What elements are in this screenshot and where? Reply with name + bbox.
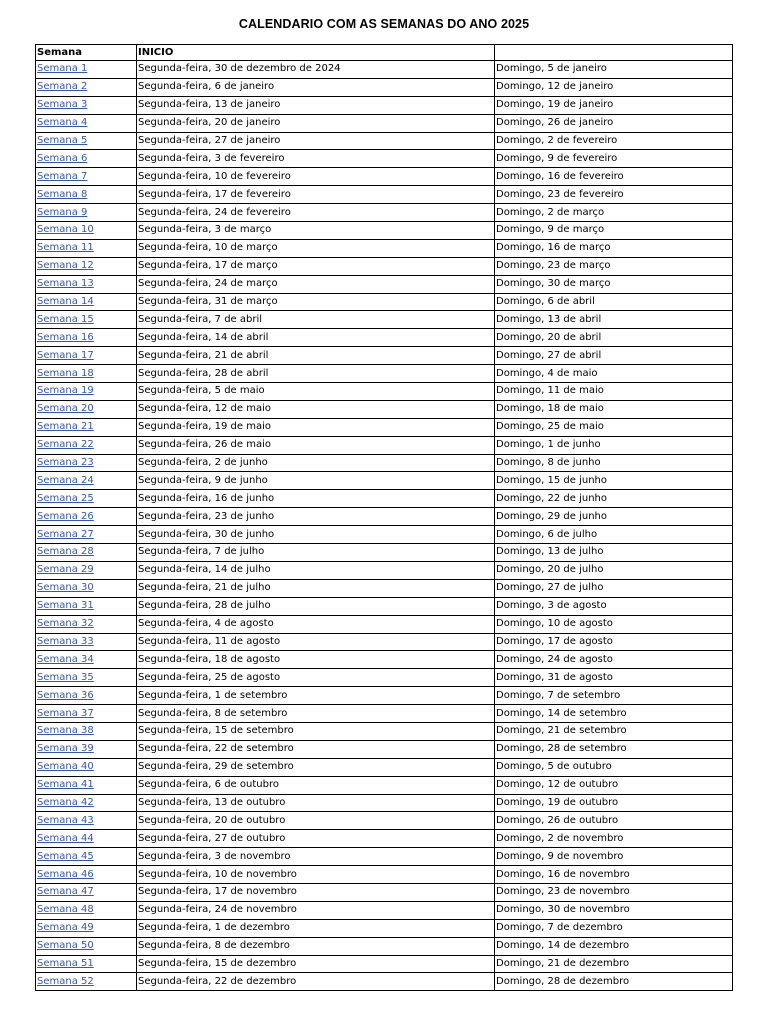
end-date-cell: Domingo, 7 de dezembro xyxy=(495,919,733,937)
table-row xyxy=(36,454,733,472)
end-date-cell: Domingo, 5 de outubro xyxy=(495,758,733,776)
week-link[interactable]: Semana 24 xyxy=(37,474,94,486)
table-row xyxy=(36,740,733,758)
end-date-cell: Domingo, 26 de janeiro xyxy=(495,114,733,132)
week-link[interactable]: Semana 25 xyxy=(37,492,94,504)
start-date-cell: Segunda-feira, 6 de outubro xyxy=(137,776,495,794)
table-row xyxy=(36,78,733,96)
week-cell xyxy=(36,365,137,383)
end-date-cell: Domingo, 30 de novembro xyxy=(495,901,733,919)
week-cell xyxy=(36,204,137,222)
week-cell xyxy=(36,830,137,848)
week-link[interactable]: Semana 52 xyxy=(37,975,94,987)
start-date-cell: Segunda-feira, 29 de setembro xyxy=(137,758,495,776)
page-title: CALENDARIO COM AS SEMANAS DO ANO 2025 xyxy=(238,17,530,31)
week-cell xyxy=(36,544,137,562)
end-date-cell: Domingo, 21 de dezembro xyxy=(495,955,733,973)
table-row xyxy=(36,561,733,579)
week-cell xyxy=(36,669,137,687)
table-row xyxy=(36,347,733,365)
table-row xyxy=(36,132,733,150)
table-row xyxy=(36,758,733,776)
start-date-cell: Segunda-feira, 24 de novembro xyxy=(137,901,495,919)
header-semana: Semana xyxy=(36,45,137,61)
start-date-cell: Segunda-feira, 14 de julho xyxy=(137,561,495,579)
start-date-cell: Segunda-feira, 22 de dezembro xyxy=(137,973,495,991)
week-link[interactable]: Semana 20 xyxy=(37,403,94,415)
start-date-cell: Segunda-feira, 25 de agosto xyxy=(137,669,495,687)
week-cell xyxy=(36,937,137,955)
week-link[interactable]: Semana 21 xyxy=(37,421,94,433)
week-link[interactable]: Semana 44 xyxy=(37,832,94,844)
table-row xyxy=(36,722,733,740)
table-row xyxy=(36,848,733,866)
week-cell xyxy=(36,347,137,365)
table-row xyxy=(36,275,733,293)
start-date-cell: Segunda-feira, 19 de maio xyxy=(137,418,495,436)
table-row xyxy=(36,615,733,633)
end-date-cell: Domingo, 28 de setembro xyxy=(495,740,733,758)
table-row xyxy=(36,329,733,347)
week-link[interactable]: Semana 15 xyxy=(37,313,94,325)
week-link[interactable]: Semana 37 xyxy=(37,707,94,719)
week-link[interactable]: Semana 7 xyxy=(37,170,88,182)
start-date-cell: Segunda-feira, 14 de abril xyxy=(137,329,495,347)
start-date-cell: Segunda-feira, 22 de setembro xyxy=(137,740,495,758)
start-date-cell: Segunda-feira, 15 de setembro xyxy=(137,722,495,740)
table-row xyxy=(36,400,733,418)
week-link[interactable]: Semana 43 xyxy=(37,814,94,826)
end-date-cell: Domingo, 23 de novembro xyxy=(495,883,733,901)
end-date-cell: Domingo, 23 de março xyxy=(495,257,733,275)
week-link[interactable]: Semana 26 xyxy=(37,510,94,522)
week-link[interactable]: Semana 23 xyxy=(37,457,94,469)
week-link[interactable]: Semana 41 xyxy=(37,779,94,791)
table-row xyxy=(36,508,733,526)
start-date-cell: Segunda-feira, 13 de janeiro xyxy=(137,96,495,114)
week-cell xyxy=(36,61,137,79)
week-cell xyxy=(36,740,137,758)
start-date-cell: Segunda-feira, 1 de dezembro xyxy=(137,919,495,937)
start-date-cell: Segunda-feira, 13 de outubro xyxy=(137,794,495,812)
end-date-cell: Domingo, 9 de março xyxy=(495,222,733,240)
end-date-cell: Domingo, 2 de novembro xyxy=(495,830,733,848)
week-cell xyxy=(36,96,137,114)
end-date-cell: Domingo, 1 de junho xyxy=(495,436,733,454)
end-date-cell: Domingo, 21 de setembro xyxy=(495,722,733,740)
end-date-cell: Domingo, 30 de março xyxy=(495,275,733,293)
end-date-cell: Domingo, 22 de junho xyxy=(495,490,733,508)
table-row xyxy=(36,937,733,955)
start-date-cell: Segunda-feira, 11 de agosto xyxy=(137,633,495,651)
start-date-cell: Segunda-feira, 26 de maio xyxy=(137,436,495,454)
start-date-cell: Segunda-feira, 30 de dezembro de 2024 xyxy=(137,61,495,79)
end-date-cell: Domingo, 9 de novembro xyxy=(495,848,733,866)
end-date-cell: Domingo, 11 de maio xyxy=(495,383,733,401)
week-link[interactable]: Semana 38 xyxy=(37,725,94,737)
end-date-cell: Domingo, 26 de outubro xyxy=(495,812,733,830)
week-link[interactable]: Semana 49 xyxy=(37,922,94,934)
start-date-cell: Segunda-feira, 17 de fevereiro xyxy=(137,186,495,204)
week-cell xyxy=(36,400,137,418)
start-date-cell: Segunda-feira, 24 de fevereiro xyxy=(137,204,495,222)
start-date-cell: Segunda-feira, 2 de junho xyxy=(137,454,495,472)
week-link[interactable]: Semana 45 xyxy=(37,850,94,862)
week-link[interactable]: Semana 51 xyxy=(37,957,94,969)
end-date-cell: Domingo, 2 de março xyxy=(495,204,733,222)
table-row xyxy=(36,919,733,937)
table-row xyxy=(36,96,733,114)
table-row xyxy=(36,901,733,919)
end-date-cell: Domingo, 6 de julho xyxy=(495,526,733,544)
table-row xyxy=(36,490,733,508)
week-cell xyxy=(36,561,137,579)
end-date-cell: Domingo, 29 de junho xyxy=(495,508,733,526)
week-link[interactable]: Semana 47 xyxy=(37,886,94,898)
week-link[interactable]: Semana 42 xyxy=(37,796,94,808)
table-row xyxy=(36,526,733,544)
end-date-cell: Domingo, 7 de setembro xyxy=(495,687,733,705)
week-link[interactable]: Semana 36 xyxy=(37,689,94,701)
week-cell xyxy=(36,275,137,293)
week-cell xyxy=(36,454,137,472)
table-row xyxy=(36,186,733,204)
end-date-cell: Domingo, 3 de agosto xyxy=(495,597,733,615)
start-date-cell: Segunda-feira, 21 de abril xyxy=(137,347,495,365)
start-date-cell: Segunda-feira, 20 de outubro xyxy=(137,812,495,830)
week-cell xyxy=(36,472,137,490)
start-date-cell: Segunda-feira, 28 de abril xyxy=(137,365,495,383)
table-row xyxy=(36,597,733,615)
end-date-cell: Domingo, 28 de dezembro xyxy=(495,973,733,991)
week-cell xyxy=(36,883,137,901)
start-date-cell: Segunda-feira, 24 de março xyxy=(137,275,495,293)
week-cell xyxy=(36,866,137,884)
end-date-cell: Domingo, 16 de fevereiro xyxy=(495,168,733,186)
week-link[interactable]: Semana 32 xyxy=(37,618,94,630)
start-date-cell: Segunda-feira, 8 de setembro xyxy=(137,705,495,723)
week-cell xyxy=(36,508,137,526)
end-date-cell: Domingo, 18 de maio xyxy=(495,400,733,418)
table-row xyxy=(36,687,733,705)
week-cell xyxy=(36,579,137,597)
end-date-cell: Domingo, 20 de abril xyxy=(495,329,733,347)
end-date-cell: Domingo, 14 de setembro xyxy=(495,705,733,723)
week-cell xyxy=(36,526,137,544)
week-link[interactable]: Semana 3 xyxy=(37,99,88,111)
week-cell xyxy=(36,848,137,866)
start-date-cell: Segunda-feira, 7 de julho xyxy=(137,544,495,562)
week-cell xyxy=(36,418,137,436)
end-date-cell: Domingo, 2 de fevereiro xyxy=(495,132,733,150)
end-date-cell: Domingo, 9 de fevereiro xyxy=(495,150,733,168)
week-link[interactable]: Semana 16 xyxy=(37,331,94,343)
end-date-cell: Domingo, 24 de agosto xyxy=(495,651,733,669)
start-date-cell: Segunda-feira, 27 de outubro xyxy=(137,830,495,848)
week-cell xyxy=(36,919,137,937)
week-cell xyxy=(36,293,137,311)
start-date-cell: Segunda-feira, 31 de março xyxy=(137,293,495,311)
week-link[interactable]: Semana 27 xyxy=(37,528,94,540)
week-cell xyxy=(36,114,137,132)
end-date-cell: Domingo, 13 de julho xyxy=(495,544,733,562)
start-date-cell: Segunda-feira, 3 de março xyxy=(137,222,495,240)
start-date-cell: Segunda-feira, 12 de maio xyxy=(137,400,495,418)
week-link[interactable]: Semana 4 xyxy=(37,117,88,129)
week-cell xyxy=(36,78,137,96)
header-inicio: INICIO xyxy=(137,45,495,61)
week-link[interactable]: Semana 34 xyxy=(37,653,94,665)
start-date-cell: Segunda-feira, 4 de agosto xyxy=(137,615,495,633)
week-cell xyxy=(36,186,137,204)
week-cell xyxy=(36,651,137,669)
table-row xyxy=(36,239,733,257)
week-link[interactable]: Semana 50 xyxy=(37,940,94,952)
end-date-cell: Domingo, 12 de janeiro xyxy=(495,78,733,96)
week-link[interactable]: Semana 13 xyxy=(37,278,94,290)
week-cell xyxy=(36,490,137,508)
week-link[interactable]: Semana 31 xyxy=(37,600,94,612)
week-link[interactable]: Semana 2 xyxy=(37,81,88,93)
week-cell xyxy=(36,705,137,723)
end-date-cell: Domingo, 12 de outubro xyxy=(495,776,733,794)
week-link[interactable]: Semana 30 xyxy=(37,582,94,594)
table-row xyxy=(36,114,733,132)
table-row xyxy=(36,204,733,222)
week-cell xyxy=(36,311,137,329)
week-cell xyxy=(36,955,137,973)
week-cell xyxy=(36,168,137,186)
start-date-cell: Segunda-feira, 3 de novembro xyxy=(137,848,495,866)
week-cell xyxy=(36,615,137,633)
week-link[interactable]: Semana 12 xyxy=(37,260,94,272)
table-row xyxy=(36,866,733,884)
end-date-cell: Domingo, 19 de outubro xyxy=(495,794,733,812)
start-date-cell: Segunda-feira, 21 de julho xyxy=(137,579,495,597)
week-link[interactable]: Semana 9 xyxy=(37,206,88,218)
table-row xyxy=(36,883,733,901)
week-link[interactable]: Semana 1 xyxy=(37,63,88,75)
weeks-table xyxy=(35,44,733,991)
start-date-cell: Segunda-feira, 17 de março xyxy=(137,257,495,275)
week-cell xyxy=(36,150,137,168)
start-date-cell: Segunda-feira, 18 de agosto xyxy=(137,651,495,669)
table-row xyxy=(36,311,733,329)
start-date-cell: Segunda-feira, 7 de abril xyxy=(137,311,495,329)
end-date-cell: Domingo, 6 de abril xyxy=(495,293,733,311)
table-row xyxy=(36,776,733,794)
table-row xyxy=(36,955,733,973)
start-date-cell: Segunda-feira, 23 de junho xyxy=(137,508,495,526)
week-link[interactable]: Semana 10 xyxy=(37,224,94,236)
table-row xyxy=(36,418,733,436)
start-date-cell: Segunda-feira, 8 de dezembro xyxy=(137,937,495,955)
start-date-cell: Segunda-feira, 15 de dezembro xyxy=(137,955,495,973)
start-date-cell: Segunda-feira, 16 de junho xyxy=(137,490,495,508)
table-row xyxy=(36,61,733,79)
week-cell xyxy=(36,687,137,705)
start-date-cell: Segunda-feira, 10 de fevereiro xyxy=(137,168,495,186)
week-cell xyxy=(36,132,137,150)
end-date-cell: Domingo, 19 de janeiro xyxy=(495,96,733,114)
table-row xyxy=(36,472,733,490)
table-body xyxy=(36,61,733,991)
start-date-cell: Segunda-feira, 10 de novembro xyxy=(137,866,495,884)
week-link[interactable]: Semana 6 xyxy=(37,152,88,164)
end-date-cell: Domingo, 14 de dezembro xyxy=(495,937,733,955)
week-cell xyxy=(36,383,137,401)
table-row xyxy=(36,579,733,597)
table-row xyxy=(36,293,733,311)
end-date-cell: Domingo, 31 de agosto xyxy=(495,669,733,687)
end-date-cell: Domingo, 25 de maio xyxy=(495,418,733,436)
end-date-cell: Domingo, 16 de março xyxy=(495,239,733,257)
table-row xyxy=(36,257,733,275)
end-date-cell: Domingo, 27 de julho xyxy=(495,579,733,597)
start-date-cell: Segunda-feira, 1 de setembro xyxy=(137,687,495,705)
week-link[interactable]: Semana 19 xyxy=(37,385,94,397)
end-date-cell: Domingo, 17 de agosto xyxy=(495,633,733,651)
table-row xyxy=(36,812,733,830)
end-date-cell: Domingo, 16 de novembro xyxy=(495,866,733,884)
week-cell xyxy=(36,257,137,275)
table-row xyxy=(36,150,733,168)
week-link[interactable]: Semana 5 xyxy=(37,135,88,146)
table-row xyxy=(36,544,733,562)
table-row xyxy=(36,222,733,240)
week-cell xyxy=(36,597,137,615)
table-row xyxy=(36,669,733,687)
table-row xyxy=(36,794,733,812)
week-cell xyxy=(36,436,137,454)
end-date-cell: Domingo, 15 de junho xyxy=(495,472,733,490)
start-date-cell: Segunda-feira, 27 de janeiro xyxy=(137,132,495,150)
end-date-cell: Domingo, 13 de abril xyxy=(495,311,733,329)
week-cell xyxy=(36,794,137,812)
week-cell xyxy=(36,776,137,794)
week-cell xyxy=(36,722,137,740)
start-date-cell: Segunda-feira, 30 de junho xyxy=(137,526,495,544)
week-cell xyxy=(36,812,137,830)
end-date-cell: Domingo, 10 de agosto xyxy=(495,615,733,633)
table-row xyxy=(36,651,733,669)
start-date-cell: Segunda-feira, 17 de novembro xyxy=(137,883,495,901)
table-row xyxy=(36,436,733,454)
week-cell xyxy=(36,222,137,240)
start-date-cell: Segunda-feira, 6 de janeiro xyxy=(137,78,495,96)
week-cell xyxy=(36,901,137,919)
table-header xyxy=(36,45,733,61)
table-row xyxy=(36,973,733,991)
week-link[interactable]: Semana 17 xyxy=(37,349,94,361)
end-date-cell: Domingo, 4 de maio xyxy=(495,365,733,383)
table-row xyxy=(36,633,733,651)
week-link[interactable]: Semana 22 xyxy=(37,439,94,451)
header-row xyxy=(36,45,733,61)
week-link[interactable]: Semana 46 xyxy=(37,868,94,880)
table-row xyxy=(36,365,733,383)
week-link[interactable]: Semana 29 xyxy=(37,564,94,576)
start-date-cell: Segunda-feira, 9 de junho xyxy=(137,472,495,490)
week-link[interactable]: Semana 28 xyxy=(37,546,94,558)
week-cell xyxy=(36,239,137,257)
start-date-cell: Segunda-feira, 3 de fevereiro xyxy=(137,150,495,168)
start-date-cell: Segunda-feira, 28 de julho xyxy=(137,597,495,615)
end-date-cell: Domingo, 8 de junho xyxy=(495,454,733,472)
week-cell xyxy=(36,633,137,651)
header-fim xyxy=(495,45,733,61)
week-link[interactable]: Semana 35 xyxy=(37,671,94,683)
week-link[interactable]: Semana 48 xyxy=(37,904,94,916)
start-date-cell: Segunda-feira, 5 de maio xyxy=(137,383,495,401)
week-link[interactable]: Semana 39 xyxy=(37,743,94,755)
week-link[interactable]: Semana 33 xyxy=(37,635,94,647)
week-cell xyxy=(36,973,137,991)
week-cell xyxy=(36,329,137,347)
end-date-cell: Domingo, 20 de julho xyxy=(495,561,733,579)
table-row xyxy=(36,705,733,723)
week-link[interactable]: Semana 11 xyxy=(37,242,94,254)
start-date-cell: Segunda-feira, 20 de janeiro xyxy=(137,114,495,132)
week-link[interactable]: Semana 40 xyxy=(37,761,94,773)
week-link[interactable]: Semana 14 xyxy=(37,296,94,308)
end-date-cell: Domingo, 23 de fevereiro xyxy=(495,186,733,204)
start-date-cell: Segunda-feira, 10 de março xyxy=(137,239,495,257)
end-date-cell: Domingo, 27 de abril xyxy=(495,347,733,365)
week-link[interactable]: Semana 8 xyxy=(37,188,88,200)
week-cell xyxy=(36,758,137,776)
table-row xyxy=(36,830,733,848)
table-row xyxy=(36,383,733,401)
end-date-cell: Domingo, 5 de janeiro xyxy=(495,61,733,79)
table-row xyxy=(36,168,733,186)
week-link[interactable]: Semana 18 xyxy=(37,367,94,379)
